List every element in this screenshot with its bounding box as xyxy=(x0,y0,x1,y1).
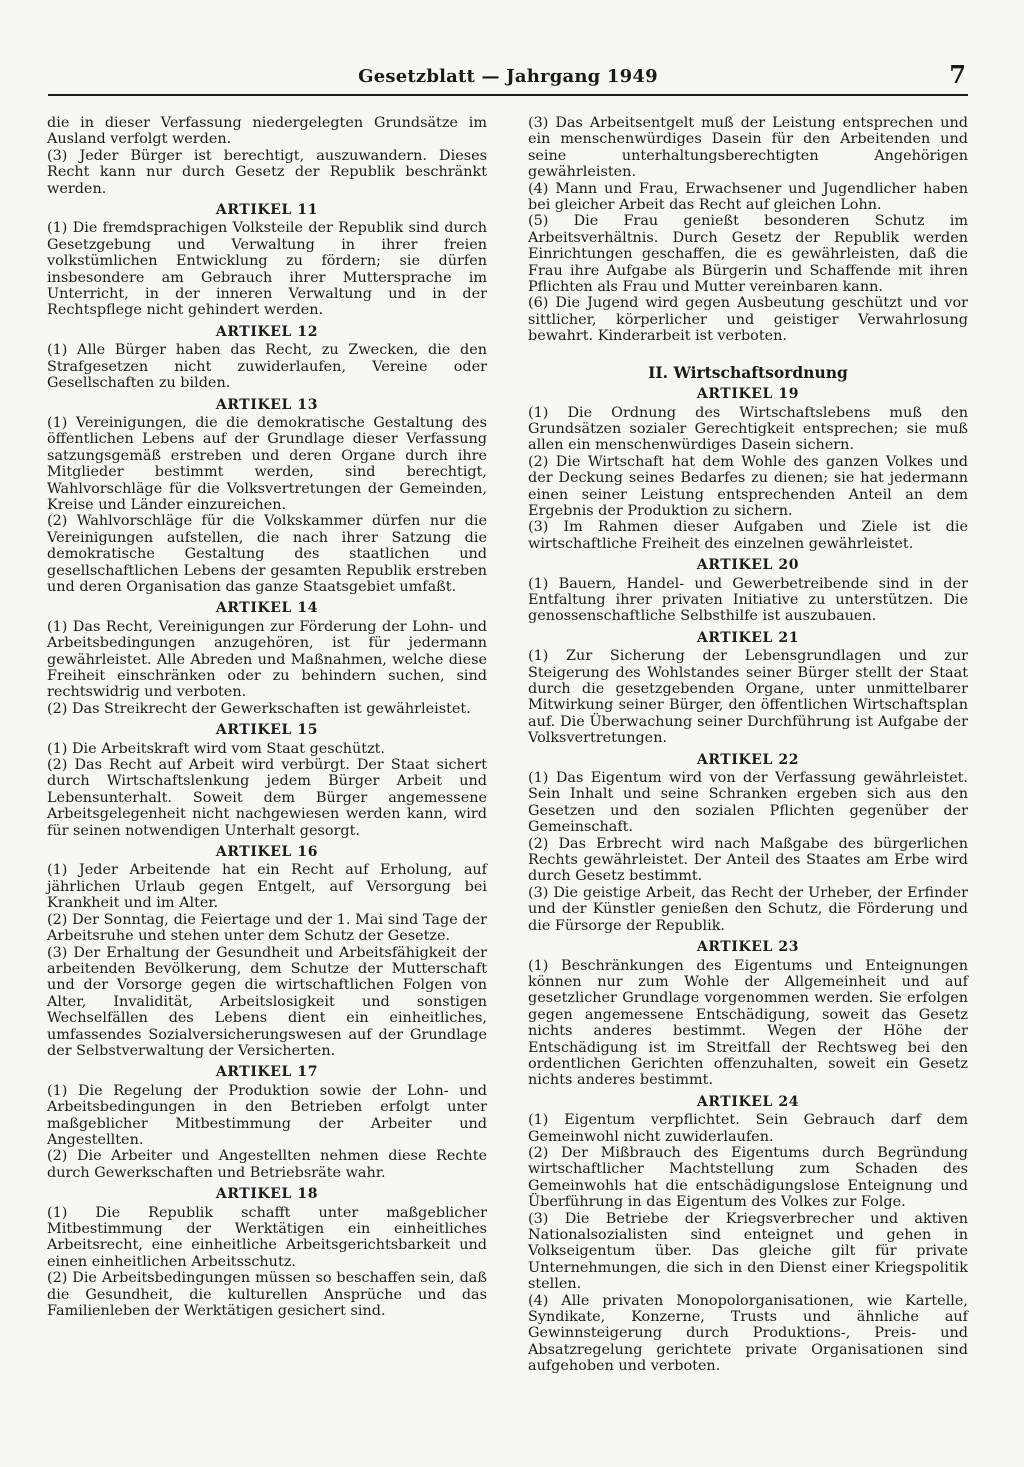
header-title: Gesetzblatt — Jahrgang 1949 xyxy=(358,66,658,87)
paragraph: (1) Beschränkungen des Eigentums und Enteignungen können nur zum Wohle der Allgemeinheit und auf gesetzlicher Grundlage vorgenommen werden. Sie erfolgen gegen angemessene Entschädigung, soweit das Gesetz nichts anderes bestimmt. Wegen der Höhe der Entschädigung ist im Streitfall der Rechtsweg bei den ordentlichen Gerichten offenzuhalten, soweit ein Gesetz nichts anderes bestimmt. xyxy=(528,957,968,1089)
article-heading: ARTIKEL 17 xyxy=(215,1064,319,1081)
paragraph: (5) Die Frau genießt besonderen Schutz im Arbeitsverhältnis. Durch Gesetz der Republik werden Einrichtungen geschaffen, die es gewährleisten, daß die Frau ihre Aufgabe als Bürgerin und Schaffende mit ihren Pflichten als Frau und Mutter vereinbaren kann. xyxy=(528,213,968,296)
paragraph: (3) Die geistige Arbeit, das Recht der Urheber, der Erfinder und der Künstler genießen den Schutz, die Förderung und die Fürsorge der Republik. xyxy=(528,884,968,934)
left-column xyxy=(47,115,487,1319)
paragraph: (1) Vereinigungen, die die demokratische Gestaltung des öffentlichen Lebens auf der Grundlage dieser Verfassung satzungsgemäß erstreben und deren Organe durch ihre Mitglieder bestimmt werden, sind berechtigt, Wahlvorschläge für die Volksvertretungen der Gemeinden, Kreise und Länder einzureichen. xyxy=(47,414,487,513)
paragraph: (3) Im Rahmen dieser Aufgaben und Ziele ist die wirtschaftliche Freiheit des einzelnen gewährleistet. xyxy=(528,519,968,552)
paragraph: (3) Das Arbeitsentgelt muß der Leistung entsprechen und ein menschenwürdiges Dasein für den Arbeitenden und seine unterhaltungsberechtigten Angehörigen gewährleisten. xyxy=(528,115,968,181)
paragraph: (6) Die Jugend wird gegen Ausbeutung geschützt und vor sittlicher, körperlicher und geistiger Verwahrlosung bewahrt. Kinderarbeit ist verboten. xyxy=(528,295,968,345)
paragraph: (3) Die Betriebe der Kriegsverbrecher und aktiven Nationalsozialisten sind enteignet und gehen in Volkseigentum über. Das gleiche gilt für private Unternehmungen, die sich in den Dienst einer Kriegspolitik stellen. xyxy=(528,1210,968,1293)
article-heading: ARTIKEL 21 xyxy=(696,629,800,646)
paragraph: (2) Das Erbrecht wird nach Maßgabe des bürgerlichen Rechts gewährleistet. Der Anteil des Staates am Erbe wird durch Gesetz bestimmt. xyxy=(528,835,968,885)
paragraph: (1) Das Eigentum wird von der Verfassung gewährleistet. Sein Inhalt und seine Schranken ergeben sich aus den Gesetzen und den sozialen Pflichten gegenüber der Gemeinschaft. xyxy=(528,770,968,836)
paragraph: (1) Eigentum verpflichtet. Sein Gebrauch darf dem Gemeinwohl nicht zuwiderlaufen. xyxy=(528,1112,968,1145)
article-heading: ARTIKEL 18 xyxy=(215,1186,319,1203)
paragraph: (2) Das Recht auf Arbeit wird verbürgt. Der Staat sichert durch Wirtschaftslenkung jedem Bürger Arbeit und Lebensunterhalt. Soweit dem Bürger angemessene Arbeitsgelegenheit nicht nachgewiesen werden kann, wird für seinen notwendigen Unterhalt gesorgt. xyxy=(47,757,487,839)
paragraph: (1) Die Republik schafft unter maßgeblicher Mitbestimmung der Werktätigen ein einheitliches Arbeitsrecht, eine einheitliche Arbeitsgerichtsbarkeit und einen einheitlichen Arbeitsschutz. xyxy=(47,1204,487,1270)
paragraph: (1) Das Recht, Vereinigungen zur Förderung der Lohn- und Arbeitsbedingungen anzugehören, ist für jedermann gewährleistet. Alle Abreden und Maßnahmen, welche diese Freiheit einschränken oder zu behindern suchen, sind rechtswidrig und verboten. xyxy=(47,618,487,701)
page-header xyxy=(48,62,968,96)
paragraph: die in dieser Verfassung niedergelegten Grundsätze im Ausland verfolgt werden. xyxy=(47,115,487,148)
article-heading: ARTIKEL 12 xyxy=(215,323,319,340)
paragraph: (2) Der Mißbrauch des Eigentums durch Begründung wirtschaftlicher Machtstellung zum Schaden des Gemeinwohls hat die entschädigungslose Enteignung und Überführung in das Eigentum des Volkes zur Folge. xyxy=(528,1144,968,1211)
paragraph: (2) Wahlvorschläge für die Volkskammer dürfen nur die Vereinigungen aufstellen, die nach ihrer Satzung die demokratische Gestaltung des staatlichen und gesellschaftlichen Lebens der gesamten Republik erstreben und deren Organisation das ganze Staatsgebiet umfaßt. xyxy=(47,513,487,595)
paragraph: (1) Die Arbeitskraft wird vom Staat geschützt. xyxy=(47,740,386,757)
paragraph: (2) Die Arbeiter und Angestellten nehmen diese Rechte durch Gewerkschaften und Betriebsräte wahr. xyxy=(47,1148,487,1181)
section-heading: II. Wirtschaftsordnung xyxy=(648,362,848,382)
article-heading: ARTIKEL 19 xyxy=(696,386,800,403)
paragraph: (1) Jeder Arbeitende hat ein Recht auf Erholung, auf jährlichen Urlaub gegen Entgelt, auf Versorgung bei Krankheit und im Alter. xyxy=(47,862,487,912)
article-heading: ARTIKEL 20 xyxy=(696,557,800,574)
article-heading: ARTIKEL 14 xyxy=(215,600,319,617)
article-heading: ARTIKEL 13 xyxy=(215,396,319,413)
paragraph: (1) Alle Bürger haben das Recht, zu Zwecken, die den Strafgesetzen nicht zuwiderlaufen, Vereine oder Gesellschaften zu bilden. xyxy=(47,342,487,392)
paragraph: (2) Die Arbeitsbedingungen müssen so beschaffen sein, daß die Gesundheit, die kulturellen Ansprüche und das Familienleben der Werktätigen gesichert sind. xyxy=(47,1270,487,1320)
paragraph: (1) Die Ordnung des Wirtschaftslebens muß den Grundsätzen sozialer Gerechtigkeit entsprechen; sie muß allen ein menschenwürdiges Dasein sichern. xyxy=(528,404,968,454)
article-heading: ARTIKEL 23 xyxy=(696,939,800,956)
paragraph: (3) Der Erhaltung der Gesundheit und Arbeitsfähigkeit der arbeitenden Bevölkerung, dem Schutze der Mutterschaft und der Vorsorge gegen die wirtschaftlichen Folgen von Alter, Invalidität, Arbeitslosigkeit und sonstigen Wechselfällen des Lebens dient ein einheitliches, umfassendes Sozialversicherungswesen auf der Grundlage der Selbstverwaltung der Versicherten. xyxy=(47,944,487,1059)
paragraph: (1) Die Regelung der Produktion sowie der Lohn- und Arbeitsbedingungen in den Betrieben erfolgt unter maßgeblicher Mitbestimmung der Arbeiter und Angestellten. xyxy=(47,1082,487,1148)
article-heading: ARTIKEL 24 xyxy=(696,1093,800,1110)
article-heading: ARTIKEL 15 xyxy=(215,722,319,739)
paragraph: (1) Bauern, Handel- und Gewerbetreibende sind in der Entfaltung ihrer privaten Initiative zu unterstützen. Die genossenschaftliche Selbsthilfe ist auszubauen. xyxy=(528,575,968,625)
paragraph: (1) Die fremdsprachigen Volksteile der Republik sind durch Gesetzgebung und Verwaltung in ihrer freien volkstümlichen Entwicklung zu fördern; sie dürfen insbesondere am Gebrauch ihrer Muttersprache im Unterricht, in der inneren Verwaltung und in der Rechtspflege nicht gehindert werden. xyxy=(47,220,487,319)
paragraph: (4) Mann und Frau, Erwachsener und Jugendlicher haben bei gleicher Arbeit das Recht auf gleichen Lohn. xyxy=(528,180,968,214)
paragraph: (2) Das Streikrecht der Gewerkschaften ist gewährleistet. xyxy=(47,700,471,717)
paragraph: (2) Die Wirtschaft hat dem Wohle des ganzen Volkes und der Deckung seines Bedarfes zu dienen; sie hat jedermann einen seiner Leistung entsprechenden Anteil an dem Ergebnis der Produktion zu sichern. xyxy=(528,453,968,519)
article-heading: ARTIKEL 16 xyxy=(215,844,319,861)
paragraph: (3) Jeder Bürger ist berechtigt, auszuwandern. Dieses Recht kann nur durch Gesetz der Republik beschränkt werden. xyxy=(47,147,487,197)
paragraph: (2) Der Sonntag, die Feiertage und der 1. Mai sind Tage der Arbeitsruhe und stehen unter dem Schutz der Gesetze. xyxy=(47,911,487,945)
right-column xyxy=(528,115,968,1375)
paragraph: (1) Zur Sicherung der Lebensgrundlagen und zur Steigerung des Wohlstandes seiner Bürger stellt der Staat durch die gesetzgebenden Organe, unter unmittelbarer Mitwirkung seiner Bürger, den öffentlichen Wirtschaftsplan auf. Die Überwachung seiner Durchführung ist Aufgabe der Volksvertretungen. xyxy=(528,648,968,747)
page-number: 7 xyxy=(949,60,966,89)
paragraph: (4) Alle privaten Monopolorganisationen, wie Kartelle, Syndikate, Konzerne, Trusts und ähnliche auf Gewinnsteigerung durch Produktions-, Preis- und Absatzregelung gerichtete private Organisationen sind aufgehoben und verboten. xyxy=(528,1292,968,1375)
article-heading: ARTIKEL 22 xyxy=(696,751,800,768)
article-heading: ARTIKEL 11 xyxy=(215,202,319,219)
